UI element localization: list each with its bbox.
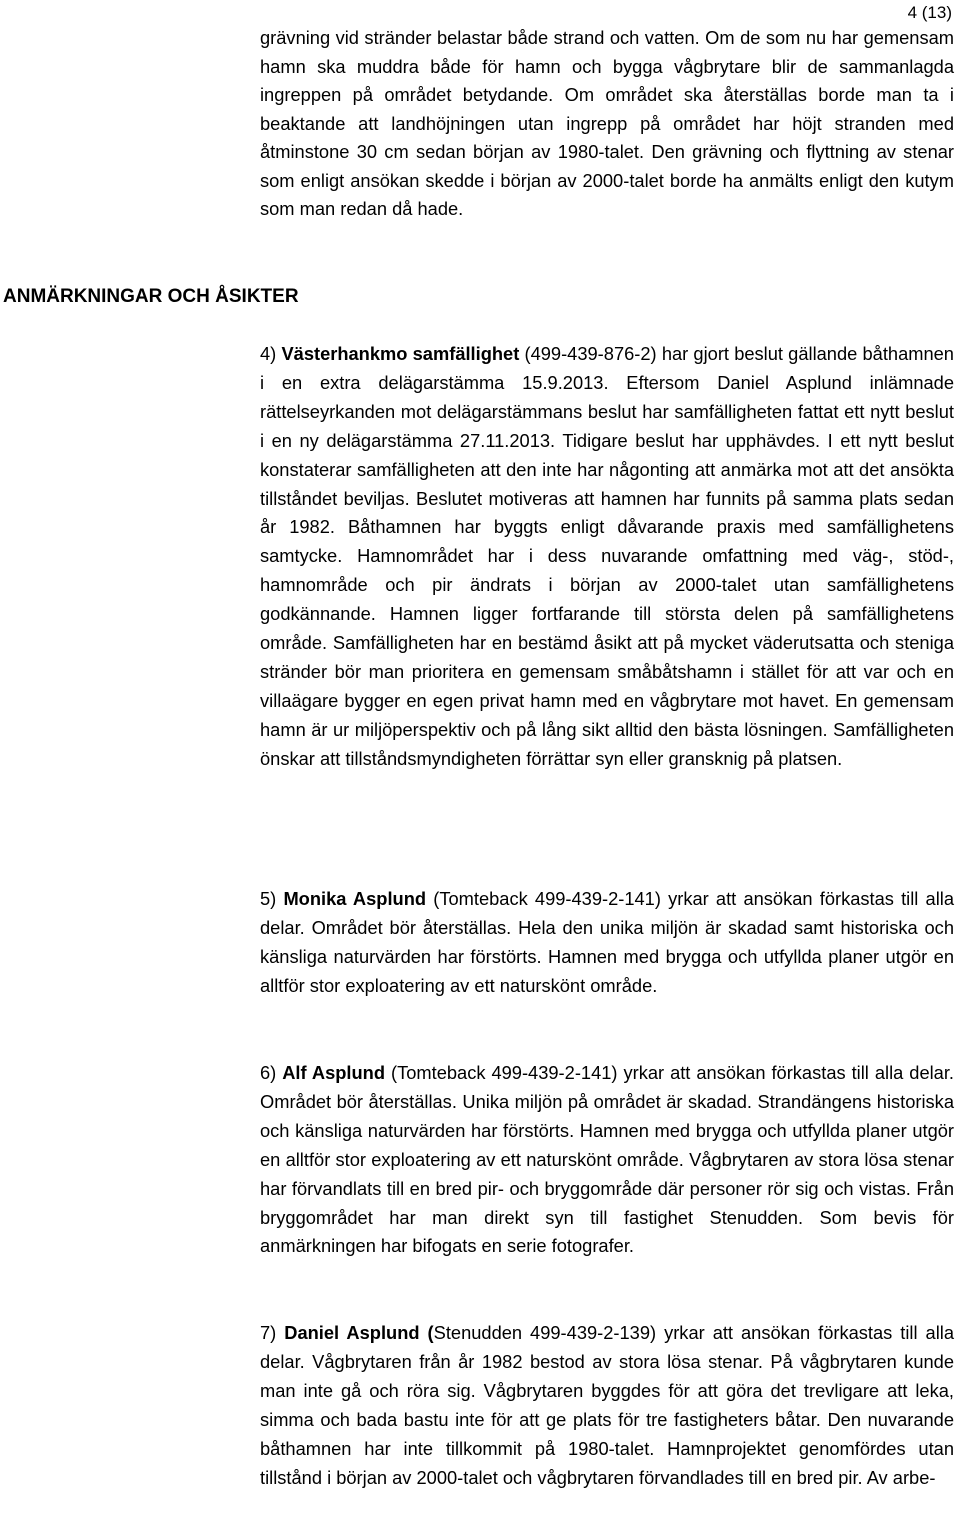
remark-prefix: 6)	[260, 1062, 283, 1083]
remark-prefix: 5)	[260, 888, 284, 909]
remark-text: (499-439-876-2) har gjort beslut gällande båthamnen i en extra delägarstämma 15.9.2013. Eftersom Daniel Asplund inlämnade rättelseyrkanden mot delägarstämmans beslut har samfälligheten fattat ett nytt beslut i en ny delägarstämma 27.11.2013. Tidigare beslut har upphävdes. I ett nytt beslut konstaterar samfälligheten att den inte har någonting att anmärka mot att det ansökta tillståndet beviljas. Beslutet motiveras att hamnen har funnits på samma plats sedan år 1982. Båthamnen har byggts enligt dåvarande praxis med samfällighetens samtycke. Hamnområdet har i dess nuvarande omfattning med väg-, stöd-, hamnområde och pir ändrats i början av 2000-talet utan samfällighetens godkännande. Hamnen ligger fortfarande till största delen på samfällighetens område. Samfälligheten har en bestämd åsikt att på mycket väderutsatta och steniga stränder bör man prioritera en gemensam småbåtshamn i stället för att var och en villaägare bygger en egen privat hamn med en vågbrytare mot havet. En gemensam hamn är ur miljöperspektiv och på lång sikt alltid den bästa lösningen. Samfälligheten önskar att tillståndsmyndigheten förrättar syn eller gransknig på platsen.	[260, 343, 954, 769]
remark-author: Alf Asplund	[282, 1062, 386, 1083]
remark-7	[260, 1319, 954, 1492]
remark-4	[260, 340, 954, 774]
page-number: 4 (13)	[907, 3, 952, 22]
remark-paragraph	[260, 1319, 954, 1492]
remark-paragraph	[260, 885, 954, 1001]
remark-text: (Tomteback 499-439-2-141) yrkar att ansökan förkastas till alla delar. Området bör återställas. Hela den unika miljön är skadad samt historiska och känsliga naturvärden har förstörts. Hamnen med brygga och utfyllda planer utgör en alltför stor exploatering av ett naturskönt område.	[260, 888, 954, 996]
intro-text: grävning vid stränder belastar både strand och vatten. Om de som nu har gemensam hamn ska muddra både för hamn och bygga vågbrytare blir de sammanlagda ingreppen på området betydande. Om området ska återställas borde man ta i beaktande att landhöjningen utan ingrepp på området har höjt stranden med åtminstone 30 cm sedan början av 1980-talet. Den grävning och flyttning av stenar som enligt ansökan skedde i början av 2000-talet borde ha anmälts enligt den kutym som man redan då hade.	[260, 27, 954, 219]
remark-5	[260, 885, 954, 1001]
remark-text: Stenudden 499-439-2-139) yrkar att ansökan förkastas till alla delar. Vågbrytaren från år 1982 bestod av stora lösa stenar. På vågbrytaren kunde man inte gå och röra sig. Vågbrytaren byggdes för att göra det trevligare att leka, simma och bada bastu inte för att ge plats för tre fastigheters båtar. Den nuvarande båthamnen har inte tillkommit på 1980-talet. Hamnprojektet genomfördes utan tillstånd i början av 2000-talet och vågbrytaren förvandlades till en bred pir. Av arbe-	[260, 1322, 954, 1488]
remark-author: Daniel Asplund (	[284, 1322, 434, 1343]
remark-prefix: 4)	[260, 343, 282, 364]
remark-text: (Tomteback 499-439-2-141) yrkar att ansökan förkastas till alla delar. Området bör återställas. Unika miljön på området är skadad. Strandängens historiska och känsliga naturvärden har förstörts. Hamnen med brygga och utfyllda planer utgör en alltför stor exploatering av ett naturskönt område. Vågbrytaren av stora lösa stenar har förvandlats till en bred pir- och bryggområde där personer rör sig och vistas. Från bryggområdet har man direkt syn till fastighet Stenudden. Som bevis för anmärkningen har bifogats en serie fotografer.	[260, 1062, 954, 1257]
section-heading: ANMÄRKNINGAR OCH ÅSIKTER	[3, 286, 299, 307]
remark-6	[260, 1059, 954, 1261]
remark-prefix: 7)	[260, 1322, 285, 1343]
intro-paragraph	[260, 24, 954, 224]
remark-paragraph	[260, 340, 954, 774]
remark-paragraph	[260, 1059, 954, 1261]
remark-author: Västerhankmo samfällighet	[281, 343, 520, 364]
remark-author: Monika Asplund	[283, 888, 427, 909]
